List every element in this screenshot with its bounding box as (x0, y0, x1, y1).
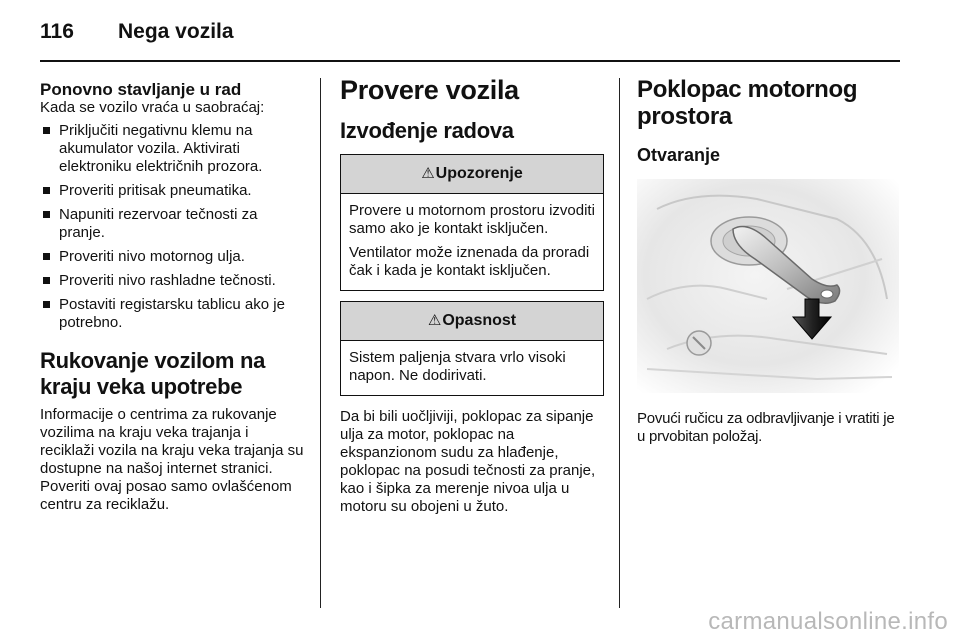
section-title-recommissioning: Ponovno stavljanje u rad (40, 80, 242, 99)
warning-header (341, 155, 603, 194)
danger-box (340, 301, 604, 396)
warning-text: Ventilator može iznenada da proradi čak i kada je kontakt isključen. (349, 244, 590, 279)
bullet-icon (43, 253, 50, 260)
list-item: Postaviti registarsku tablicu ako je potrebno. (40, 296, 306, 332)
list-item: Proveriti nivo rashladne tečnosti. (40, 272, 306, 290)
column-2 (340, 74, 604, 516)
bullet-icon (43, 211, 50, 218)
bullet-icon (43, 301, 50, 308)
subsection-title-performing-work: Izvođenje radova (340, 118, 514, 143)
list-item: Proveriti pritisak pneumatika. (40, 182, 306, 200)
checklist (40, 122, 306, 332)
list-item: Priključiti negativnu klemu na akumulator vozila. Aktivirati elektroniku električnih prozora. (40, 122, 306, 176)
page-number: 116 (40, 20, 74, 43)
checks-body-text: Da bi bili uočljiviji, poklopac za sipanje ulja za motor, poklopac na ekspanzionom sudu za hlađenje, poklopac na posudi tečnosti za pranje, kao i šipka za merenje nivoa ulja u motoru su obojeni u žuto. (340, 408, 596, 515)
subsection-title-opening: Otvaranje (637, 145, 721, 165)
section-intro: Kada se vozilo vraća u saobraćaj: (40, 99, 265, 116)
chapter-title: Nega vozila (118, 20, 234, 43)
watermark-text: carmanualsonline.info (708, 608, 948, 635)
bullet-icon (43, 127, 50, 134)
list-item: Napuniti rezervoar tečnosti za pranje. (40, 206, 306, 242)
section-title-vehicle-checks: Provere vozila (340, 75, 519, 105)
column-divider-1 (320, 78, 321, 608)
danger-text: Sistem paljenja stvara vrlo visoki napon. Ne dodirivati. (349, 349, 566, 384)
list-item: Proveriti nivo motornog ulja. (40, 248, 306, 266)
header-rule (40, 60, 900, 62)
bullet-icon (43, 277, 50, 284)
danger-heading: Opasnost (442, 312, 517, 329)
warning-triangle-icon: ⚠ (427, 312, 442, 329)
figure-caption: Povući ručicu za odbravljivanje i vratiti je u prvobitan položaj. (637, 410, 895, 445)
bullet-icon (43, 187, 50, 194)
hood-release-lever-illustration (637, 179, 899, 393)
section-title-end-of-life: Rukovanje vozilom na kraju veka upotrebe (40, 348, 266, 399)
danger-body (341, 341, 603, 395)
warning-box (340, 154, 604, 291)
warning-heading: Upozorenje (435, 165, 523, 182)
danger-header (341, 302, 603, 341)
warning-text: Provere u motornom prostoru izvoditi samo ako je kontakt isključen. (349, 202, 595, 237)
column-divider-2 (619, 78, 620, 608)
column-1 (40, 74, 306, 514)
section-title-engine-hood: Poklopac motornog prostora (637, 76, 858, 130)
page-header (40, 14, 900, 54)
warning-body (341, 194, 603, 290)
end-of-life-text: Informacije o centrima za rukovanje vozilima na kraju veka trajanja i reciklaži vozila na kraju veka trajanja su dostupne na našoj internet stranici. Poveriti ovaj posao samo ovlašćenom centru za reciklažu. (40, 406, 304, 513)
warning-triangle-icon: ⚠ (421, 165, 435, 182)
column-3 (637, 74, 903, 446)
